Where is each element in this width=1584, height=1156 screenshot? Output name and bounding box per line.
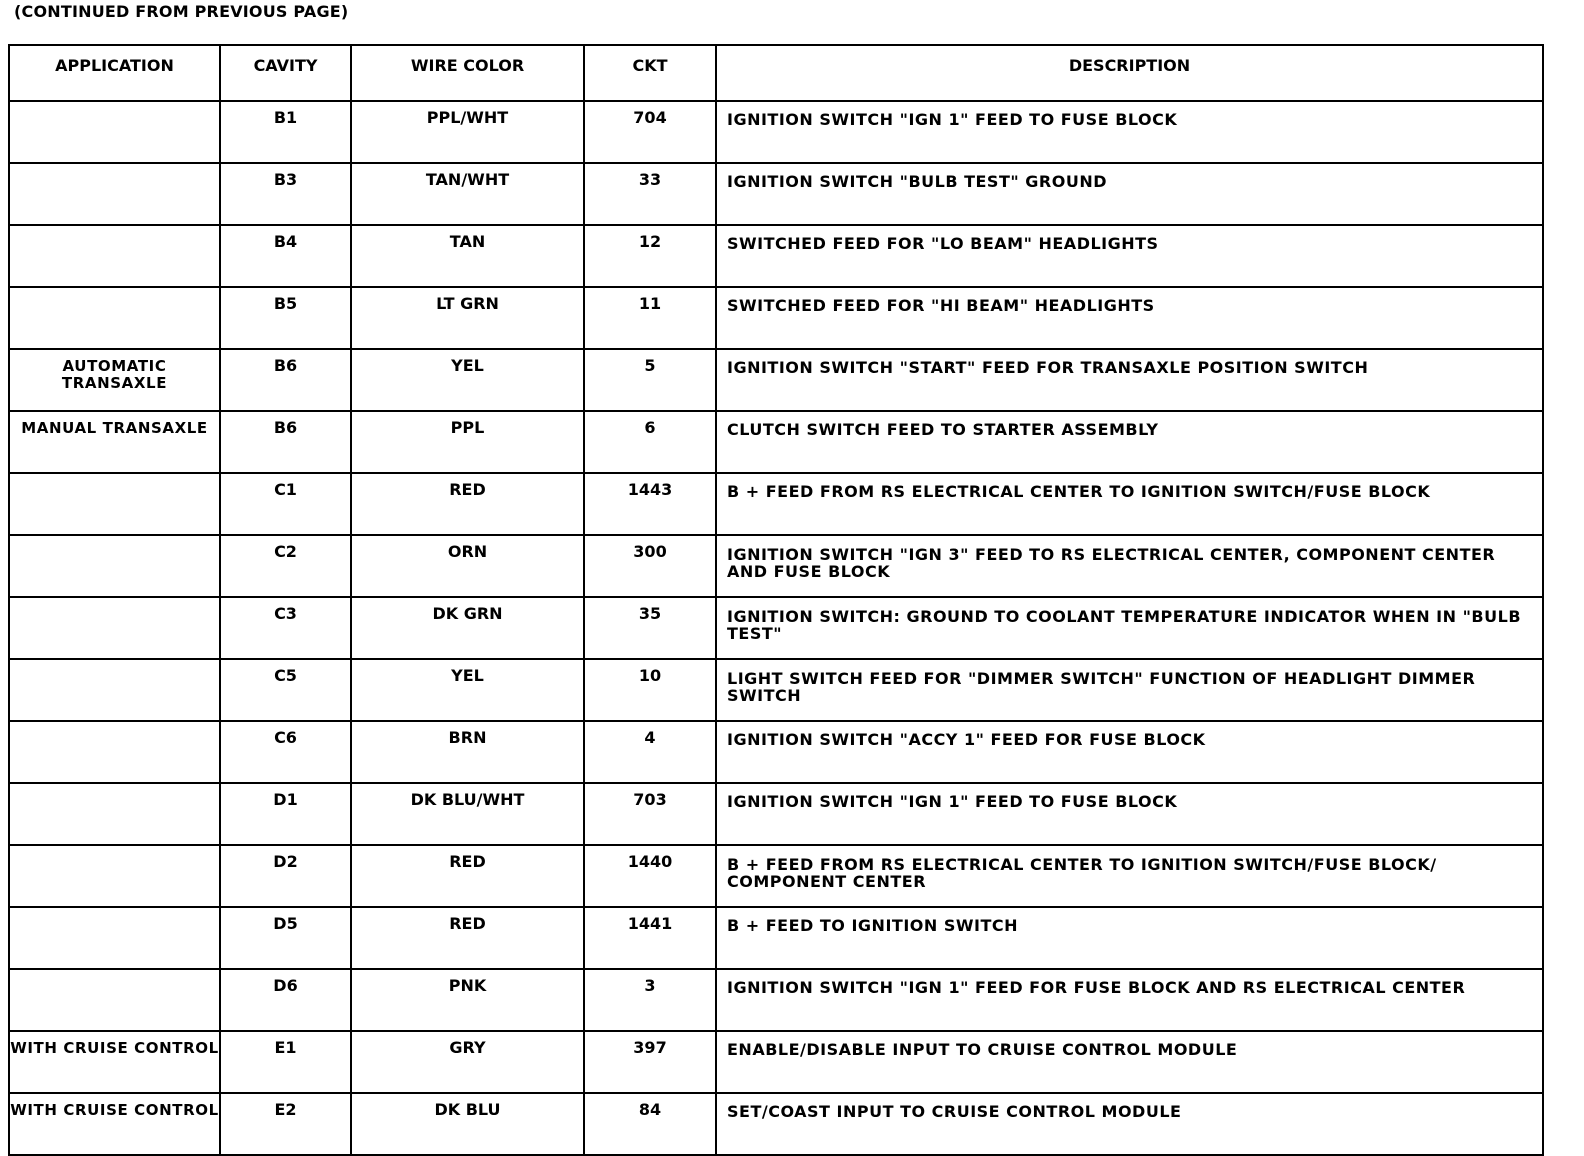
wire-color-cell: DK BLU/WHT [351,783,584,845]
cavity-cell: B1 [220,101,351,163]
description-cell: IGNITION SWITCH "IGN 3" FEED TO RS ELECTRICAL CENTER, COMPONENT CENTER AND FUSE BLOCK [716,535,1543,597]
connector-wiring-table [8,44,1544,1156]
description-cell: B + FEED TO IGNITION SWITCH [716,907,1543,969]
application-cell: MANUAL TRANSAXLE [9,411,220,473]
description-cell: IGNITION SWITCH "START" FEED FOR TRANSAXLE POSITION SWITCH [716,349,1543,411]
ckt-cell: 12 [584,225,716,287]
wire-color-cell: YEL [351,349,584,411]
ckt-cell: 10 [584,659,716,721]
description-cell: SWITCHED FEED FOR "LO BEAM" HEADLIGHTS [716,225,1543,287]
ckt-cell: 5 [584,349,716,411]
description-cell: B + FEED FROM RS ELECTRICAL CENTER TO IGNITION SWITCH/FUSE BLOCK/ COMPONENT CENTER [716,845,1543,907]
cavity-cell: B3 [220,163,351,225]
wire-color-cell: LT GRN [351,287,584,349]
description-cell: SWITCHED FEED FOR "HI BEAM" HEADLIGHTS [716,287,1543,349]
table-row [9,721,1543,783]
application-cell [9,535,220,597]
ckt-cell: 1443 [584,473,716,535]
table-row [9,411,1543,473]
table-row [9,597,1543,659]
wire-color-cell: PNK [351,969,584,1031]
ckt-cell: 33 [584,163,716,225]
cavity-cell: B4 [220,225,351,287]
description-cell: ENABLE/DISABLE INPUT TO CRUISE CONTROL MODULE [716,1031,1543,1093]
wire-color-cell: RED [351,845,584,907]
application-cell [9,783,220,845]
column-header-application: APPLICATION [9,45,220,101]
table-row [9,907,1543,969]
column-header-cavity: CAVITY [220,45,351,101]
wire-color-cell: YEL [351,659,584,721]
application-cell [9,225,220,287]
cavity-cell: B6 [220,411,351,473]
application-cell [9,101,220,163]
description-cell: IGNITION SWITCH "IGN 1" FEED TO FUSE BLOCK [716,783,1543,845]
application-cell: WITH CRUISE CONTROL [9,1031,220,1093]
table-row [9,473,1543,535]
ckt-cell: 3 [584,969,716,1031]
table-row [9,659,1543,721]
application-cell [9,659,220,721]
table-row [9,101,1543,163]
ckt-cell: 6 [584,411,716,473]
application-cell: WITH CRUISE CONTROL [9,1093,220,1155]
application-cell [9,907,220,969]
description-cell: CLUTCH SWITCH FEED TO STARTER ASSEMBLY [716,411,1543,473]
ckt-cell: 704 [584,101,716,163]
wire-color-cell: PPL/WHT [351,101,584,163]
wire-color-cell: DK BLU [351,1093,584,1155]
ckt-cell: 703 [584,783,716,845]
ckt-cell: 84 [584,1093,716,1155]
cavity-cell: D5 [220,907,351,969]
description-cell: SET/COAST INPUT TO CRUISE CONTROL MODULE [716,1093,1543,1155]
table-row [9,783,1543,845]
table-row [9,225,1543,287]
table-row [9,535,1543,597]
wire-color-cell: TAN/WHT [351,163,584,225]
description-cell: LIGHT SWITCH FEED FOR "DIMMER SWITCH" FUNCTION OF HEADLIGHT DIMMER SWITCH [716,659,1543,721]
wire-color-cell: RED [351,907,584,969]
application-cell [9,163,220,225]
cavity-cell: B5 [220,287,351,349]
cavity-cell: C6 [220,721,351,783]
application-cell [9,473,220,535]
wire-color-cell: GRY [351,1031,584,1093]
cavity-cell: C1 [220,473,351,535]
table-row [9,349,1543,411]
application-cell: AUTOMATIC TRANSAXLE [9,349,220,411]
cavity-cell: D2 [220,845,351,907]
ckt-cell: 397 [584,1031,716,1093]
table-row [9,969,1543,1031]
cavity-cell: D1 [220,783,351,845]
description-cell: IGNITION SWITCH "BULB TEST" GROUND [716,163,1543,225]
ckt-cell: 300 [584,535,716,597]
cavity-cell: B6 [220,349,351,411]
description-cell: B + FEED FROM RS ELECTRICAL CENTER TO IGNITION SWITCH/FUSE BLOCK [716,473,1543,535]
ckt-cell: 1441 [584,907,716,969]
ckt-cell: 1440 [584,845,716,907]
description-cell: IGNITION SWITCH "IGN 1" FEED FOR FUSE BLOCK AND RS ELECTRICAL CENTER [716,969,1543,1031]
table-row [9,1093,1543,1155]
wire-color-cell: DK GRN [351,597,584,659]
continued-note: (CONTINUED FROM PREVIOUS PAGE) [14,2,349,21]
table-header-row [9,45,1543,101]
application-cell [9,721,220,783]
column-header-wire-color: WIRE COLOR [351,45,584,101]
ckt-cell: 11 [584,287,716,349]
cavity-cell: E1 [220,1031,351,1093]
table-row [9,1031,1543,1093]
table-row [9,163,1543,225]
column-header-description: DESCRIPTION [716,45,1543,101]
wire-color-cell: BRN [351,721,584,783]
application-cell [9,287,220,349]
application-cell [9,969,220,1031]
description-cell: IGNITION SWITCH "IGN 1" FEED TO FUSE BLOCK [716,101,1543,163]
ckt-cell: 35 [584,597,716,659]
description-cell: IGNITION SWITCH: GROUND TO COOLANT TEMPERATURE INDICATOR WHEN IN "BULB TEST" [716,597,1543,659]
wire-color-cell: PPL [351,411,584,473]
wire-color-cell: ORN [351,535,584,597]
cavity-cell: C2 [220,535,351,597]
application-cell [9,845,220,907]
cavity-cell: C3 [220,597,351,659]
column-header-ckt: CKT [584,45,716,101]
description-cell: IGNITION SWITCH "ACCY 1" FEED FOR FUSE BLOCK [716,721,1543,783]
table-row [9,845,1543,907]
wire-color-cell: RED [351,473,584,535]
cavity-cell: E2 [220,1093,351,1155]
application-cell [9,597,220,659]
cavity-cell: D6 [220,969,351,1031]
cavity-cell: C5 [220,659,351,721]
wire-color-cell: TAN [351,225,584,287]
table-row [9,287,1543,349]
ckt-cell: 4 [584,721,716,783]
